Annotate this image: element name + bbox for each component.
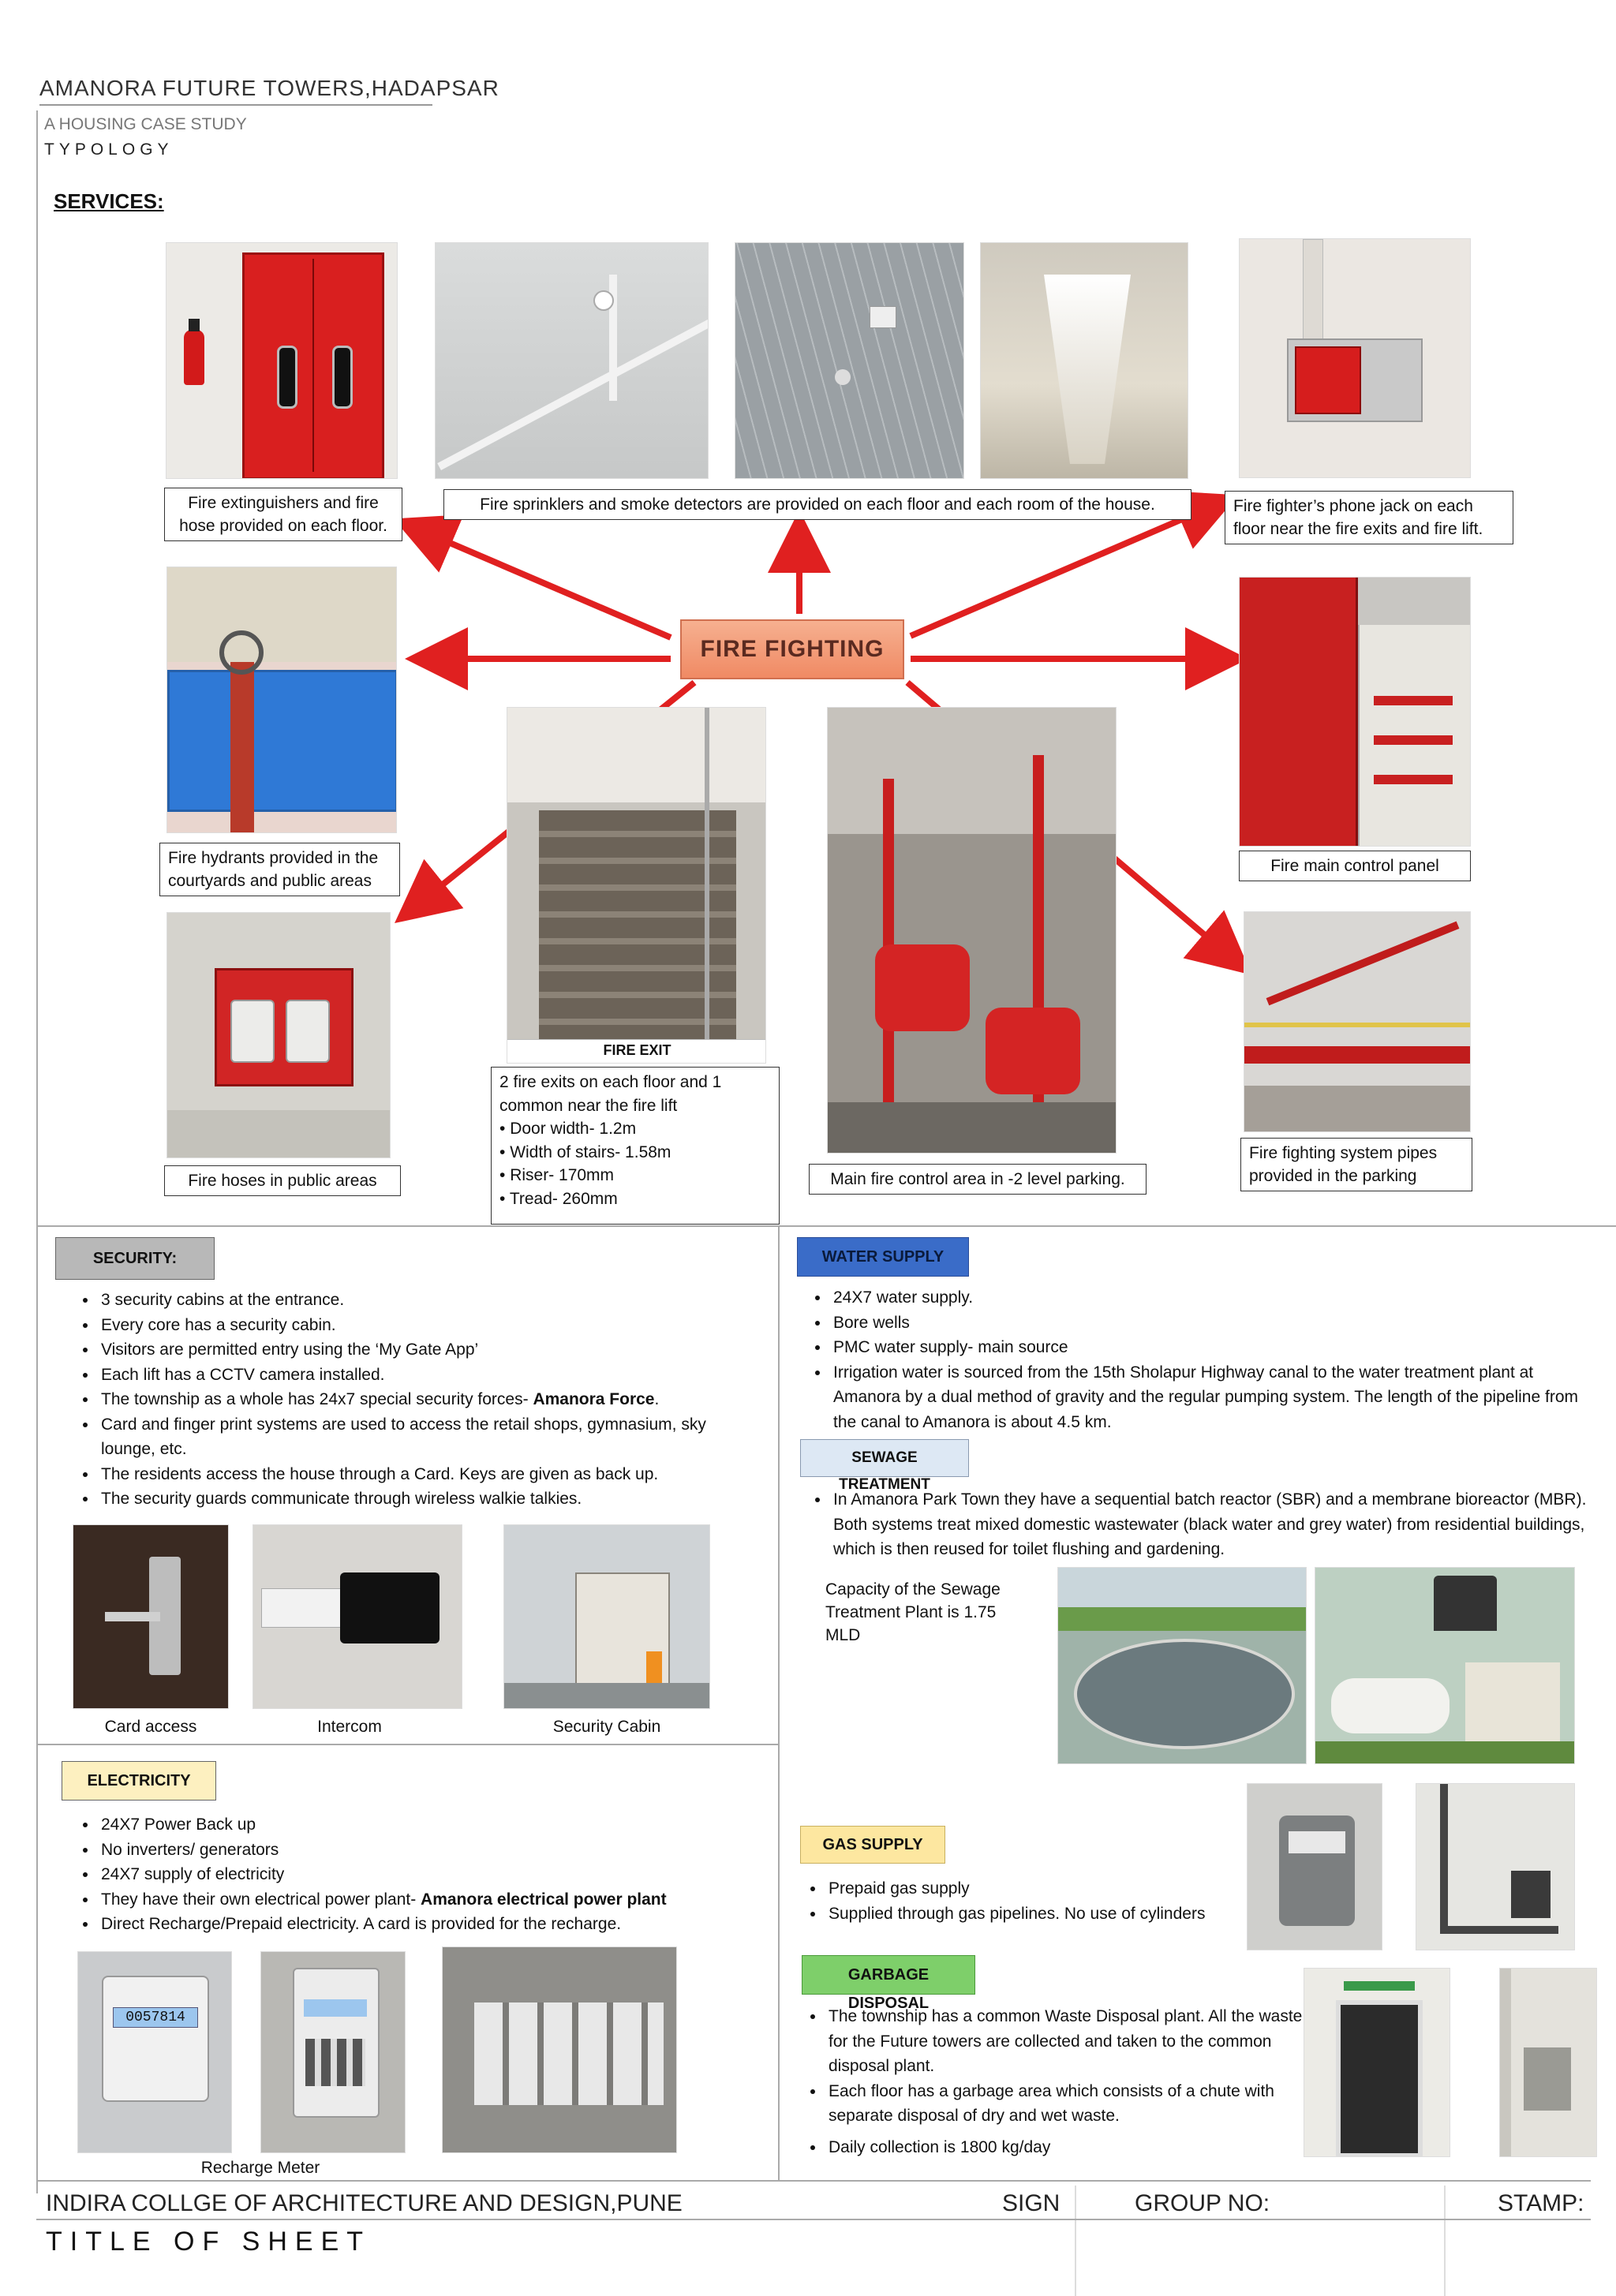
fire-exit-spec: • Door width- 1.2m	[499, 1120, 637, 1138]
list-item: • Bore wells	[830, 1311, 1594, 1336]
photo-garbage-chute	[1499, 1968, 1597, 2157]
photo-fire-pipes	[1244, 911, 1471, 1132]
stamp-label: STAMP:	[1498, 2190, 1584, 2216]
sheet-title: AMANORA FUTURE TOWERS,HADAPSAR	[39, 76, 499, 100]
services-heading: SERVICES:	[54, 189, 164, 213]
photo-fire-extinguisher	[166, 242, 398, 479]
gas-list	[800, 1876, 1242, 1926]
case-study-subtitle: A HOUSING CASE STUDY	[44, 115, 247, 133]
photo-sprinkler-pipes	[435, 242, 709, 479]
water-list	[805, 1285, 1594, 1434]
list-item: • 3 security cabins at the entrance.	[98, 1288, 759, 1313]
footer-line	[36, 2219, 1591, 2220]
photo-fire-exit-stairs	[507, 707, 766, 1064]
water-supply-label: WATER SUPPLY	[797, 1237, 969, 1277]
list-item: • 24X7 supply of electricity	[98, 1862, 767, 1887]
list-item: • The township has a common Waste Disposal plant. All the waste for the Future towers are collected and taken to the common disposal plant.	[825, 2004, 1305, 2079]
sewage-list	[805, 1487, 1594, 1562]
list-item: • Direct Recharge/Prepaid electricity. A card is provided for the recharge.	[98, 1912, 767, 1937]
caption-extinguishers: Fire extinguishers and fire hose provided on each floor.	[164, 488, 402, 541]
list-item: • Visitors are permitted entry using the ‘My Gate App’	[98, 1337, 759, 1363]
group-no-label: GROUP NO:	[1135, 2190, 1270, 2216]
list-item: • Card and finger print systems are used to access the retail shops, gymnasium, sky lounge, etc.	[98, 1412, 759, 1462]
caption-security-cabin: Security Cabin	[552, 1718, 661, 1736]
meter-display: 0057814	[113, 2007, 198, 2028]
arrow-to-phone-jack	[911, 505, 1215, 636]
photo-corridor	[980, 242, 1188, 479]
list-item: • 24X7 water supply.	[830, 1285, 1594, 1311]
photo-sewage-plant-1	[1057, 1567, 1307, 1764]
photo-phone-jack	[1239, 238, 1471, 478]
fire-exit-spec: • Width of stairs- 1.58m	[499, 1142, 671, 1161]
fire-exit-intro: 2 fire exits on each floor and 1 common near the fire lift	[499, 1073, 722, 1115]
caption-recharge-meter: Recharge Meter	[200, 2159, 320, 2177]
divider-footer	[36, 2180, 1591, 2182]
power-plant-name: Amanora electrical power plant	[421, 1890, 667, 1909]
security-list	[73, 1288, 759, 1512]
photo-meter-bank	[442, 1946, 677, 2153]
photo-sewage-plant-2	[1315, 1567, 1575, 1764]
caption-main-panel: Fire main control panel	[1239, 851, 1471, 881]
list-item: • Every core has a security cabin.	[98, 1313, 759, 1338]
photo-garbage-area	[1304, 1968, 1450, 2157]
caption-intercom: Intercom	[317, 1718, 382, 1736]
photo-intercom	[252, 1524, 462, 1709]
list-item: • Supplied through gas pipelines. No use of cylinders	[825, 1901, 1242, 1927]
security-force-name: Amanora Force	[533, 1390, 655, 1408]
caption-hydrants: Fire hydrants provided in the courtyards and public areas	[159, 843, 400, 896]
photo-fire-hydrant	[166, 567, 397, 833]
divider-security-electricity	[36, 1744, 780, 1745]
photo-fire-control-area	[827, 707, 1117, 1154]
caption-sprinklers: Fire sprinklers and smoke detectors are provided on each floor and each room of the house.	[443, 489, 1191, 520]
list-item: • Prepaid gas supply	[825, 1876, 1242, 1901]
fire-exit-spec: • Tread- 260mm	[499, 1189, 618, 1208]
sign-label: SIGN	[1002, 2190, 1060, 2216]
electricity-list	[73, 1812, 767, 1937]
electricity-label: ELECTRICITY	[62, 1761, 216, 1801]
footer-divider-1	[1075, 2186, 1076, 2296]
list-item: • 24X7 Power Back up	[98, 1812, 767, 1838]
list-item: • Daily collection is 1800 kg/day	[825, 2135, 1305, 2160]
caption-card-access: Card access	[104, 1718, 197, 1736]
photo-smoke-detector	[735, 242, 964, 479]
fire-exit-spec: • Riser- 170mm	[499, 1166, 615, 1184]
list-item: • Each lift has a CCTV camera installed.	[98, 1363, 759, 1388]
caption-control-area: Main fire control area in -2 level parking.	[809, 1164, 1147, 1195]
photo-meter-2	[260, 1951, 406, 2153]
list-item: • PMC water supply- main source	[830, 1335, 1594, 1360]
sewage-capacity: Capacity of the Sewage Treatment Plant is 1.75 MLD	[825, 1580, 1001, 1644]
sewage-treatment-label: SEWAGE TREATMENT	[800, 1439, 969, 1477]
list-item: • They have their own electrical power plant- Amanora electrical power plant	[98, 1887, 767, 1913]
photo-gas-pipeline	[1416, 1783, 1575, 1950]
photo-gas-meter	[1247, 1783, 1382, 1950]
caption-hoses: Fire hoses in public areas	[164, 1165, 401, 1196]
title-of-sheet: TITLE OF SHEET	[46, 2227, 372, 2257]
fire-fighting-label: FIRE FIGHTING	[680, 619, 904, 679]
divider-columns	[778, 1225, 780, 2180]
garbage-disposal-label: GARBAGE DISPOSAL	[802, 1955, 975, 1995]
photo-card-access	[73, 1524, 229, 1709]
list-item: • The security guards communicate through wireless walkie talkies.	[98, 1486, 759, 1512]
typology-label: TYPOLOGY	[44, 140, 174, 159]
college-name: INDIRA COLLGE OF ARCHITECTURE AND DESIGN,PUNE	[46, 2190, 683, 2216]
caption-fire-exit-specs	[491, 1067, 780, 1225]
photo-fire-main-panel	[1239, 577, 1471, 847]
photo-fire-hoses	[166, 912, 391, 1158]
footer-divider-2	[1444, 2186, 1446, 2296]
list-item: • The township as a whole has 24x7 special security forces- Amanora Force.	[98, 1387, 759, 1412]
photo-meter-1	[77, 1951, 232, 2153]
photo-security-cabin	[503, 1524, 710, 1709]
list-item: • Irrigation water is sourced from the 15th Sholapur Highway canal to the water treatment plant at Amanora by a dual method of gravity and the regular pumping system. The length of the pipeline from the canal to Amanora is about 4.5 km.	[830, 1360, 1594, 1435]
security-label: SECURITY:	[55, 1237, 215, 1280]
gas-supply-label: GAS SUPPLY	[800, 1826, 945, 1864]
caption-phone-jack: Fire fighter’s phone jack on each floor near the fire exits and fire lift.	[1225, 491, 1513, 544]
garbage-list	[800, 2004, 1305, 2160]
list-item: • Each floor has a garbage area which consists of a chute with separate disposal of dry and wet waste.	[825, 2079, 1305, 2129]
arrow-to-extinguishers	[417, 529, 671, 638]
list-item: • The residents access the house through a Card. Keys are given as back up.	[98, 1462, 759, 1487]
fire-exit-label: FIRE EXIT	[603, 1042, 671, 1058]
list-item: • In Amanora Park Town they have a sequential batch reactor (SBR) and a membrane bioreactor (MBR). Both systems treat mixed domestic wastewater (black water and grey water) from residential buildings, which is then reused for toilet flushing and gardening.	[830, 1487, 1594, 1562]
caption-pipes: Fire fighting system pipes provided in the parking	[1240, 1138, 1472, 1191]
list-item: • No inverters/ generators	[98, 1838, 767, 1863]
